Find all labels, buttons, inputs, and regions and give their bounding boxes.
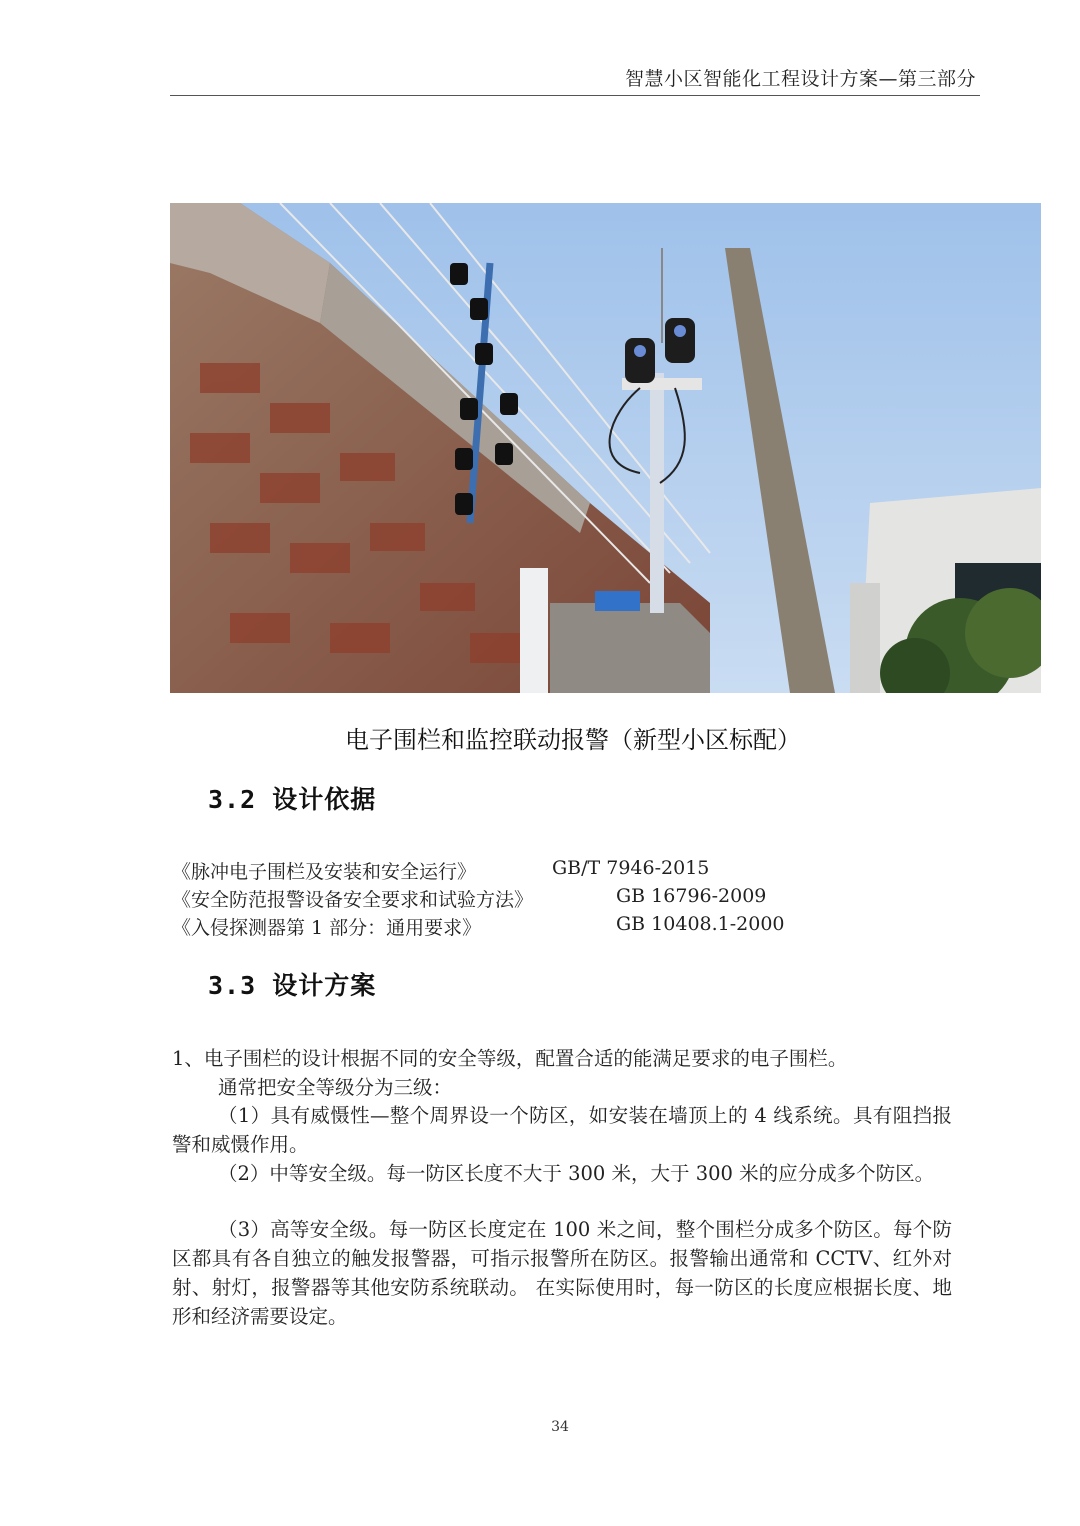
standard-code: GB/T 7946-2015 <box>552 857 710 879</box>
standard-title: 《入侵探测器第 1 部分：通用要求》 <box>172 917 482 939</box>
section-heading-3-2: 3.2 设计依据 <box>208 785 377 814</box>
standard-code: GB 10408.1-2000 <box>616 913 785 935</box>
standard-code: GB 16796-2009 <box>616 885 767 907</box>
fence-camera-photo <box>170 203 1041 693</box>
standard-row <box>172 857 710 884</box>
standard-row <box>172 885 767 912</box>
standard-title: 《脉冲电子围栏及安装和安全运行》 <box>172 861 477 883</box>
body-paragraph: （3）高等安全级。每一防区长度定在 100 米之间，整个围栏分成多个防区。每个防区都具有各自独立的触发报警器，可指示报警所在防区。报警输出通常和 CCTV、红外对射、射灯，报警器等其他安防系统联动。 在实际使用时，每一防区的长度应根据长度、地形和经济需要设定。 <box>172 1218 952 1328</box>
figure-caption: 电子围栏和监控联动报警（新型小区标配） <box>345 726 801 754</box>
standard-row <box>172 913 785 940</box>
body-paragraph: 通常把安全等级分为三级： <box>218 1076 453 1099</box>
section-heading-3-3: 3.3 设计方案 <box>208 971 377 1000</box>
body-paragraph: （2）中等安全级。每一防区长度不大于 300 米，大于 300 米的应分成多个防区。 <box>218 1162 935 1185</box>
header-rule <box>170 95 980 96</box>
body-paragraph: 1、电子围栏的设计根据不同的安全等级，配置合适的能满足要求的电子围栏。 <box>172 1047 848 1070</box>
page-number: 34 <box>551 1419 569 1435</box>
standard-title: 《安全防范报警设备安全要求和试验方法》 <box>172 889 534 911</box>
running-header: 智慧小区智能化工程设计方案—第三部分 <box>624 68 976 90</box>
body-paragraph: （1）具有威慑性—整个周界设一个防区，如安装在墙顶上的 4 线系统。具有阻挡报警和威慑作用。 <box>172 1104 952 1156</box>
